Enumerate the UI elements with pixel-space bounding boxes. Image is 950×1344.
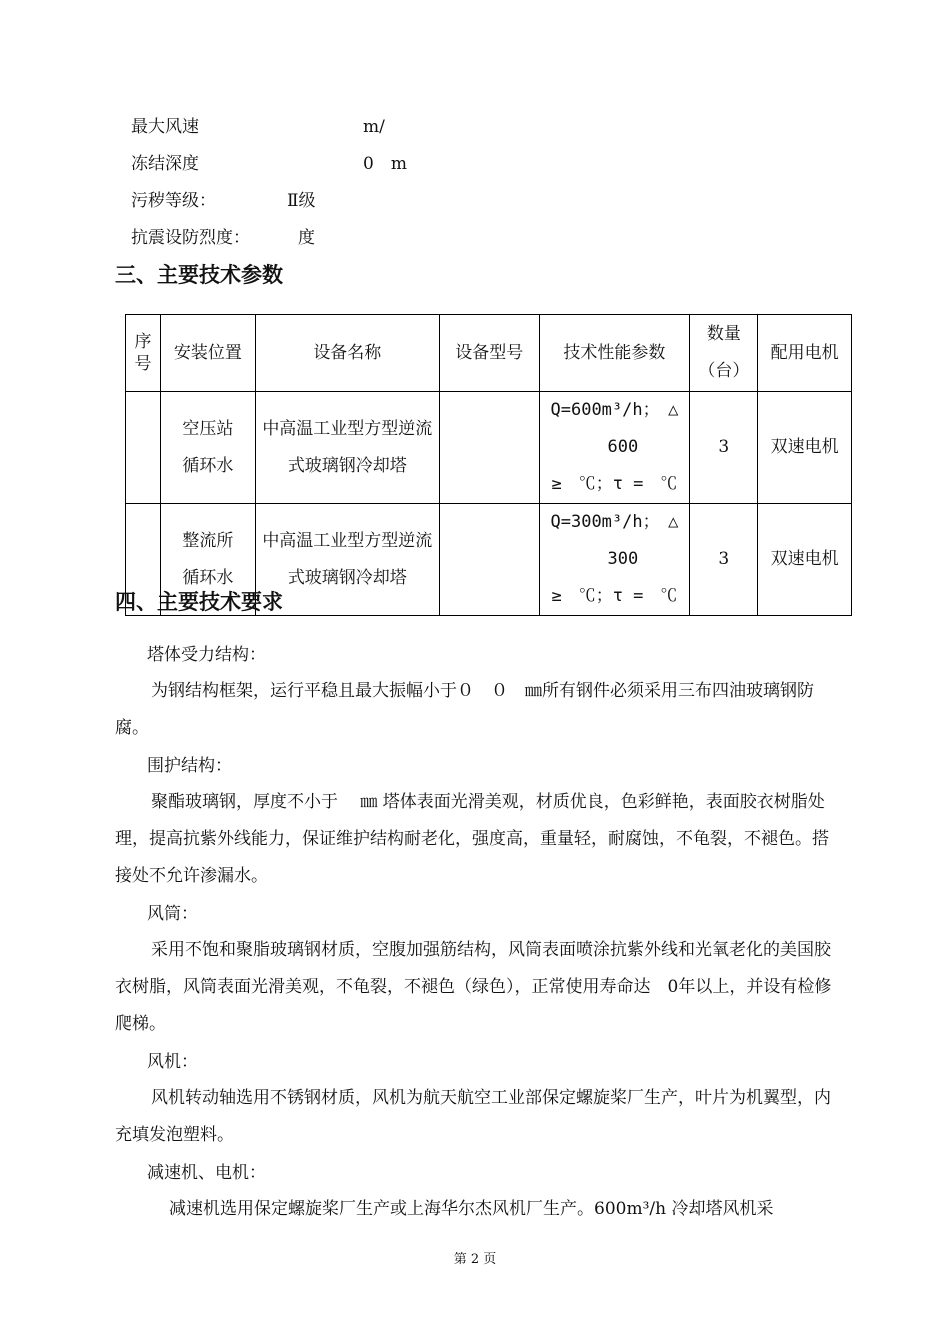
header-qty: 数量（台）	[690, 315, 758, 392]
header-location: 安装位置	[160, 315, 255, 392]
seismic-label: 抗震设防烈度：	[131, 228, 250, 248]
cell-model	[439, 392, 539, 504]
header-model: 设备型号	[439, 315, 539, 392]
param-line: 300	[590, 549, 639, 569]
cell-index	[126, 392, 161, 504]
tech-params-table	[125, 314, 852, 616]
param-line: Q=600m³/h； △	[550, 400, 679, 420]
cell-location: 空压站循环水	[160, 392, 255, 504]
max-wind-label: 最大风速	[131, 117, 199, 137]
cell-name: 中高温工业型方型逆流式玻璃钢冷却塔	[255, 504, 439, 616]
page-number: 第 2 页	[453, 1252, 497, 1267]
cell-location: 整流所循环水	[160, 504, 255, 616]
header-index: 序号	[126, 315, 161, 392]
seismic-value: 度	[298, 228, 315, 248]
cell-qty: 3	[690, 392, 758, 504]
table-header-row	[126, 315, 852, 392]
param-line: Q=300m³/h； △	[550, 512, 679, 532]
max-wind-value: m/	[363, 117, 385, 137]
param-line: ≥ ℃；τ = ℃	[551, 586, 678, 606]
fan-text: 风机转动轴选用不锈钢材质，风机为航天航空工业部保定螺旋桨厂生产，叶片为机翼型，内充填发泡塑料。	[115, 1088, 831, 1145]
table-row	[126, 392, 852, 504]
header-motor: 配用电机	[758, 315, 852, 392]
frost-depth-label: 冻结深度	[131, 154, 199, 174]
header-params: 技术性能参数	[539, 315, 690, 392]
reducer-text: 减速机选用保定螺旋桨厂生产或上海华尔杰风机厂生产。600m³/h 冷却塔风机采	[169, 1199, 774, 1219]
frost-depth-value: 0 m	[363, 154, 407, 174]
cell-qty: 3	[690, 504, 758, 616]
enclosure-title: 围护结构：	[147, 756, 232, 776]
fan-title: 风机：	[147, 1052, 198, 1072]
section-3-title: 三、主要技术参数	[115, 263, 283, 287]
cell-motor: 双速电机	[758, 392, 852, 504]
param-line: 600	[590, 437, 639, 457]
cell-params	[539, 392, 690, 504]
cell-motor: 双速电机	[758, 504, 852, 616]
section-4-title: 四、主要技术要求	[115, 590, 283, 614]
header-name: 设备名称	[255, 315, 439, 392]
cell-params	[539, 504, 690, 616]
duct-text: 采用不饱和聚脂玻璃钢材质，空腹加强筋结构，风筒表面喷涂抗紫外线和光氧老化的美国胶衣树脂，风筒表面光滑美观，不龟裂，不褪色（绿色），正常使用寿命达 0年以上，并设有检修爬梯。	[115, 940, 832, 1034]
enclosure-text: 聚酯玻璃钢，厚度不小于 ㎜ 塔体表面光滑美观，材质优良，色彩鲜艳，表面胶衣树脂处理，提高抗紫外线能力，保证维护结构耐老化，强度高，重量轻，耐腐蚀，不龟裂，不褪色。搭接处不允许渗漏水。	[115, 792, 829, 886]
pollution-value: Ⅱ级	[287, 191, 316, 211]
reducer-title: 减速机、电机：	[147, 1163, 266, 1183]
tower-structure-text: 为钢结构框架，运行平稳且最大振幅小于０ ０ ㎜所有钢件必须采用三布四油玻璃钢防腐。	[115, 681, 814, 738]
pollution-label: 污秽等级：	[131, 191, 216, 211]
param-line: ≥ ℃；τ = ℃	[551, 474, 678, 494]
cell-name: 中高温工业型方型逆流式玻璃钢冷却塔	[255, 392, 439, 504]
cell-model	[439, 504, 539, 616]
tower-structure-title: 塔体受力结构：	[147, 645, 266, 665]
duct-title: 风筒：	[147, 904, 198, 924]
